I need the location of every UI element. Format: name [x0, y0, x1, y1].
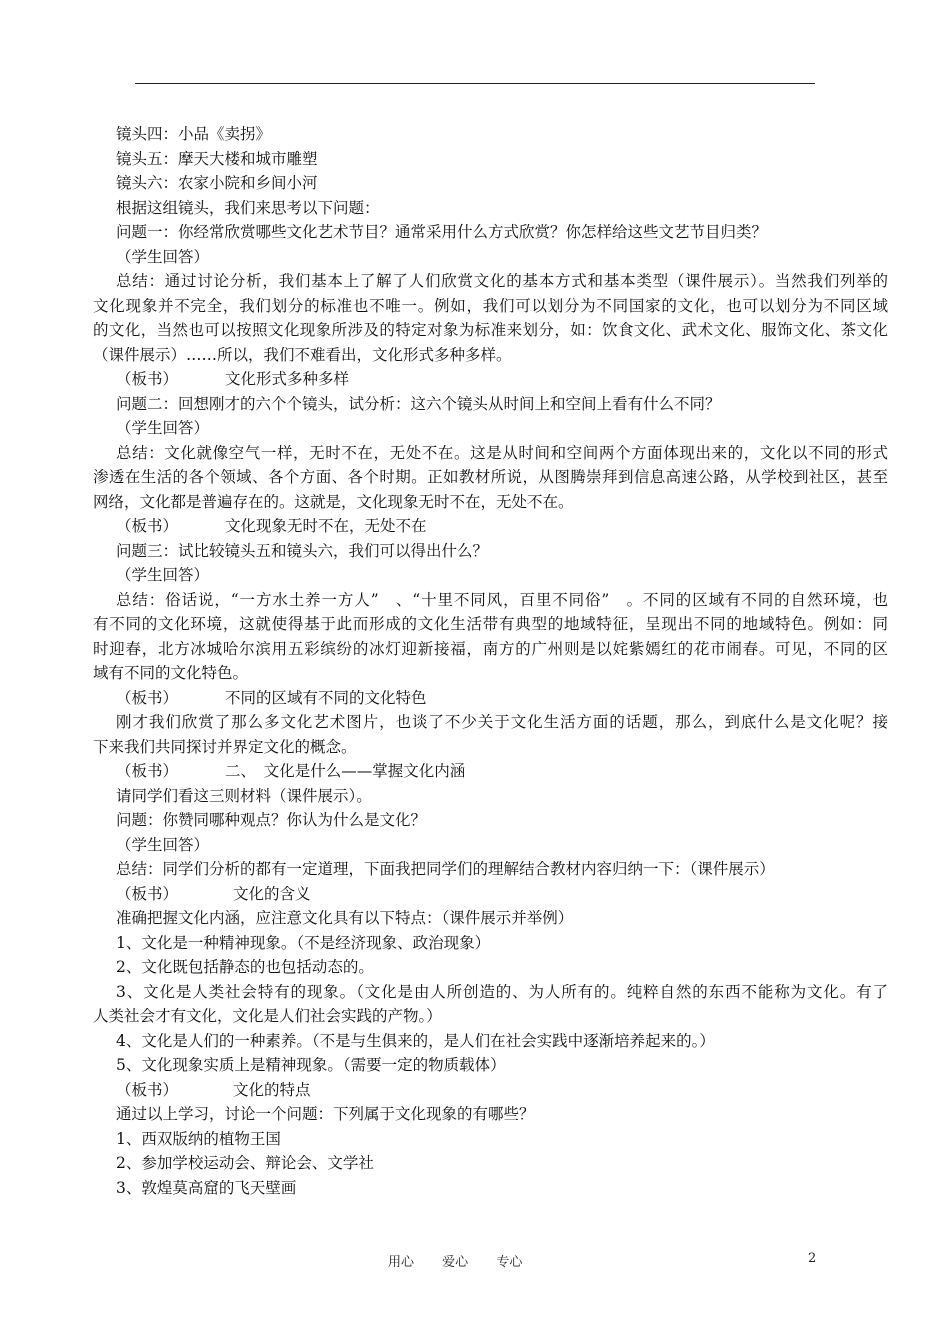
- text-line: 的文化，当然也可以按照文化现象所涉及的特定对象为标准来划分，如：饮食文化、武术文化、服饰文化、茶文化: [93, 321, 888, 339]
- footer-motto-word: 爱心: [442, 1255, 469, 1270]
- document-body: [93, 122, 888, 1200]
- board-label: （板书）: [116, 884, 179, 903]
- text-line: 网络，文化都是普遍存在的。这就是，文化现象无时不在，无处不在。: [93, 492, 574, 511]
- text-line: [93, 1078, 888, 1103]
- text-line: 有不同的文化环境，这就使得基于此而形成的文化生活带有典型的地域特征，呈现出不同的地域特色。例如：同: [93, 615, 888, 633]
- board-label: （板书）: [116, 370, 179, 388]
- footer-motto: [388, 1251, 546, 1270]
- text-line: [93, 759, 888, 784]
- board-text: 二、 文化是什么——掌握文化内涵: [225, 762, 466, 780]
- text-line: 3、敦煌莫高窟的飞天壁画: [116, 1178, 297, 1197]
- text-line: 渗透在生活的各个领域、各个方面、各个时期。正如教材所说，从图腾崇拜到信息高速公路，从学校到社区，甚至: [93, 468, 888, 486]
- board-label: （板书）: [116, 762, 179, 780]
- text-line: 准确把握文化内涵，应注意文化具有以下特点：（课件展示并举例）: [116, 909, 574, 927]
- text-line: 总结：文化就像空气一样，无时不在，无处不在。这是从时间和空间两个方面体现出来的，文化以不同的形式: [116, 443, 888, 462]
- board-text: 文化的含义: [233, 884, 311, 903]
- text-line: 2、文化既包括静态的也包括动态的。: [116, 958, 374, 976]
- text-line: [93, 686, 888, 711]
- text-line: 问题三：试比较镜头五和镜头六，我们可以得出什么？: [116, 541, 489, 560]
- text-line: [93, 882, 888, 907]
- text-line: 下来我们共同探讨并界定文化的概念。: [93, 737, 357, 756]
- board-label: （板书）: [116, 1080, 179, 1099]
- text-line: 镜头六：农家小院和乡间小河: [116, 174, 318, 192]
- text-line: 通过以上学习，讨论一个问题：下列属于文化现象的有哪些？: [116, 1105, 535, 1123]
- text-line: 问题一：你经常欣赏哪些文化艺术节目？通常采用什么方式欣赏？你怎样给这些文艺节目归类？: [116, 223, 768, 241]
- text-line: 4、文化是人们的一种素养。（不是与生俱来的，是人们在社会实践中逐渐培养起来的。）: [116, 1031, 715, 1050]
- text-line: （学生回答）: [116, 419, 210, 437]
- text-line: 时迎春，北方冰城哈尔滨用五彩缤纷的冰灯迎新接福，南方的广州则是以姹紫嫣红的花市闹春。可见，不同的区: [93, 639, 888, 658]
- text-line: 1、文化是一种精神现象。（不是经济现象、政治现象）: [116, 933, 491, 952]
- text-line: [93, 514, 888, 539]
- board-label: （板书）: [116, 517, 179, 535]
- text-line: 1、西双版纳的植物王国: [116, 1129, 281, 1148]
- text-line: 问题二：回想刚才的六个个镜头，试分析：这六个镜头从时间上和空间上看有什么不同？: [116, 394, 721, 413]
- header-rule: [135, 83, 815, 84]
- board-label: （板书）: [116, 688, 179, 707]
- board-text: 不同的区域有不同的文化特色: [225, 688, 427, 707]
- footer-motto-word: 专心: [496, 1255, 523, 1270]
- text-line: 总结：通过讨论分析，我们基本上了解了人们欣赏文化的基本方式和基本类型（课件展示）。当然我们列举的: [116, 272, 888, 290]
- text-line: （学生回答）: [116, 835, 210, 854]
- text-line: [93, 367, 888, 392]
- text-line: 5、文化现象实质上是精神现象。（需要一定的物质载体）: [116, 1056, 506, 1074]
- text-line: （学生回答）: [116, 566, 210, 584]
- text-line: （学生回答）: [116, 247, 210, 266]
- text-line: 根据这组镜头，我们来思考以下问题：: [116, 198, 380, 217]
- text-line: （课件展示）……所以，我们不难看出，文化形式多种多样。: [93, 345, 512, 364]
- text-line: 问题：你赞同哪种观点？你认为什么是文化？: [116, 811, 427, 829]
- text-line: 文化现象并不完全，我们划分的标准也不唯一。例如，我们可以划分为不同国家的文化，也可以划分为不同区域: [93, 296, 888, 315]
- text-line: 刚才我们欣赏了那么多文化艺术图片，也谈了不少关于文化生活方面的话题，那么，到底什么是文化呢？接: [116, 713, 888, 731]
- text-line: 域有不同的文化特色。: [93, 664, 249, 682]
- text-line: 人类社会才有文化，文化是人们社会实践的产物。）: [93, 1007, 442, 1025]
- text-line: 3、文化是人类社会特有的现象。（文化是由人所创造的、为人所有的。纯粹自然的东西不能称为文化。有了: [116, 982, 888, 1001]
- page-number: 2: [808, 1251, 817, 1266]
- text-line: 总结：俗话说，“一方水土养一方人” 、“十里不同风，百里不同俗” 。不同的区域有不同的自然环境，也: [116, 590, 888, 609]
- footer-motto-word: 用心: [388, 1255, 415, 1270]
- text-line: 请同学们看这三则材料（课件展示）。: [116, 786, 372, 805]
- text-line: 镜头四：小品《卖拐》: [116, 125, 272, 143]
- board-text: 文化的特点: [233, 1080, 311, 1099]
- text-line: 2、参加学校运动会、辩论会、文学社: [116, 1154, 374, 1172]
- text-line: 镜头五：摩天大楼和城市雕塑: [116, 149, 318, 168]
- board-text: 文化现象无时不在，无处不在: [225, 517, 427, 535]
- text-line: 总结：同学们分析的都有一定道理，下面我把同学们的理解结合教材内容归纳一下：（课件展示）: [116, 860, 775, 878]
- board-text: 文化形式多种多样: [225, 370, 350, 388]
